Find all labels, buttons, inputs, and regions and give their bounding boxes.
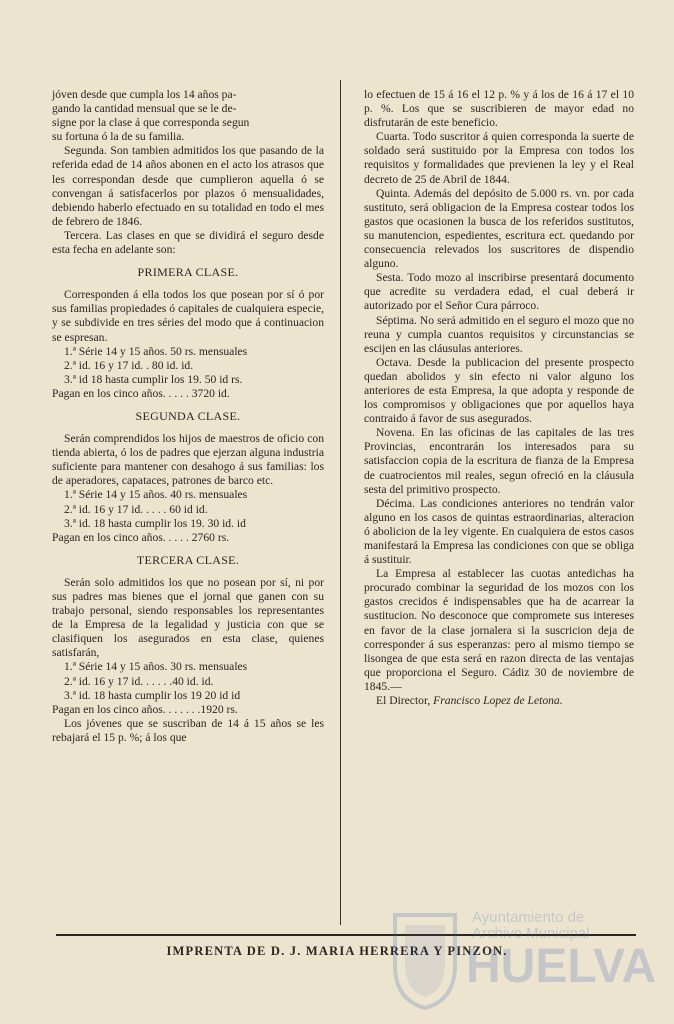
clause-segunda: Segunda. Son tambien admitidos los que pasando de la referida edad de 14 años abonen en el acto los atrasos que les correspondan desde que cumplieron aquella ó se convengan á satisfacerlos por plazos ó mensualidades, debiendo haberlo efectuado en su totalidad en todo el mes de febrero de 1846. xyxy=(52,144,324,228)
tercera-row-2: 2.ª id. 16 y 17 id. . . . . .40 id. id. xyxy=(64,674,214,688)
right-column xyxy=(364,88,634,708)
clause-sesta: Sesta. Todo mozo al inscribirse presentará documento que acredite su verdadera edad, el cual deberá ir autorizado por el Señor Cura párroco. xyxy=(364,271,634,313)
clause-septima: Séptima. No será admitido en el seguro el mozo que no reuna y cumpla cuantos requisitos y circunstancias se escijen en las cláusulas anteriores. xyxy=(364,313,634,355)
intro-line-3: signe por la clase á que corresponda segun xyxy=(52,116,250,130)
tercera-closing: Los jóvenes que se suscriban de 14 á 15 años se les rebajará el 15 p. %; á los que xyxy=(52,716,324,744)
segunda-row-total: Pagan en los cinco años. . . . . 2760 rs. xyxy=(52,530,230,544)
printer-imprint: IMPRENTA DE D. J. MARIA HERRERA Y PINZON. xyxy=(166,944,508,958)
continuation-text: lo efectuen de 15 á 16 el 12 p. % y á los de 16 á 17 el 10 p. %. Los que se suscribieren de mayor edad no disfrutarán de este beneficio. xyxy=(364,88,634,130)
clause-tercera: Tercera. Las clases en que se dividirá el seguro desde esta fecha en adelante son: xyxy=(52,228,324,257)
archive-watermark xyxy=(360,905,660,1015)
heading-primera-clase: PRIMERA CLASE. xyxy=(137,265,239,280)
column-divider xyxy=(340,80,341,925)
clause-quinta: Quinta. Además del depósito de 5.000 rs. vn. por cada sustituto, será obligacion de la Empresa costear todos los gastos que ocasionen la busca de los referidos sustitutos, su manutencion, espedientes, escritura ect. quedando por consecuencia relevados los suscritores de dispendio alguno. xyxy=(364,186,634,271)
intro-line-1: jóven desde que cumpla los 14 años pa- xyxy=(52,88,237,101)
primera-row-2: 2.ª id. 16 y 17 id. . 80 id. id. xyxy=(64,358,194,372)
clause-octava: Octava. Desde la publicacion del presente prospecto quedan abolidos y sin efecto ni valor alguno los anteriores de esta Empresa, la que adopta y responde de los compromisos y obligaciones que por aquellos haya contraido á favor de sus asegurados. xyxy=(364,355,634,426)
signature-prefix: El Director, xyxy=(376,694,431,708)
watermark-line-1: Ayuntamiento de xyxy=(472,909,585,926)
clause-decima: Décima. Las condiciones anteriores no tendrán valor alguno en los casos de quintas estraordinarias, alteracion ó abolicion de la ley vigente. En cualquiera de estos casos manifestará la Empresa las condiciones con que se obliga á sustituir. xyxy=(364,496,634,567)
final-paragraph: La Empresa al establecer las cuotas antedichas ha procurado combinar la seguridad de los mozos con los gastos crecidos é indispensables que ha de acarrear la sustitucion. No desconoce que compromete sus intereses en favor de la clase jornalera si la suscricion deja de corresponder á sus esperanzas: pero al mismo tiempo se lisongea de que esta será en razon directa de las ventajas que proporciona el Seguro. Cádiz 30 de noviembre de 1845.— xyxy=(364,567,634,693)
primera-clase-text: Corresponden á ella todos los que posean por sí ó por sus familias propiedades ó capitales de cualquiera especie, y se subdivide en tres séries del modo que á continuacion se espresan. xyxy=(52,288,324,344)
watermark-line-2: Archivo Municipal xyxy=(472,925,590,942)
tercera-row-3: 3.ª id. 18 hasta cumplir los 19 20 id id xyxy=(64,688,241,702)
segunda-clase-text: Serán comprendidos los hijos de maestros de oficio con tienda abierta, ó los de padres que ejerzan alguna industria suficiente para mantener con desahogo á sus familias: los de aperadores, capataces, patrones de barco etc. xyxy=(52,432,324,488)
shield-icon xyxy=(390,905,460,1010)
primera-row-total: Pagan en los cinco años. . . . . 3720 id. xyxy=(52,386,230,400)
segunda-row-2: 2.ª id. 16 y 17 id. . . . . 60 id id. xyxy=(64,502,208,516)
clause-novena: Novena. En las oficinas de las capitales de las tres Provincias, encontrarán los interesados para su satisfaccion copia de la escritura de fianza de la Empresa de cuatrocientos mil reales, segun ofreció en la cláusula sesta del primitivo prospecto. xyxy=(364,426,634,496)
tercera-row-total: Pagan en los cinco años. . . . . . .1920 rs. xyxy=(52,702,238,716)
watermark-brand: HUELVA xyxy=(466,940,657,993)
signature-name: Francisco Lopez de Letona. xyxy=(433,694,563,708)
signature-line xyxy=(364,694,634,708)
heading-segunda-clase: SEGUNDA CLASE. xyxy=(135,408,241,423)
segunda-row-3: 3.ª id. 18 hasta cumplir los 19. 30 id. id xyxy=(64,516,246,530)
clause-cuarta: Cuarta. Todo suscritor á quien corresponda la suerte de soldado será sustituido por la Empresa con todos los requisitos y formalidades que previenen la ley y el Real decreto de 25 de Abril de 1844. xyxy=(364,130,634,186)
segunda-row-1: 1.ª Série 14 y 15 años. 40 rs. mensuales xyxy=(64,488,248,502)
primera-row-1: 1.ª Série 14 y 15 años. 50 rs. mensuales xyxy=(64,344,248,358)
heading-tercera-clase: TERCERA CLASE. xyxy=(136,552,240,567)
left-column xyxy=(52,88,324,745)
tercera-clase-text: Serán solo admitidos los que no posean por sí, ni por sus padres mas bienes que el jornal que ganen con su trabajo personal, siendo responsables los representantes de la Empresa de la legalidad y justicia con que se clasifiquen los asegurados en esta clase, quienes satisfarán, xyxy=(52,575,324,660)
intro-line-4: su fortuna ó la de su familia. xyxy=(52,130,185,144)
primera-row-3: 3.ª id 18 hasta cumplir los 19. 50 id rs. xyxy=(64,372,243,386)
intro-line-2: gando la cantidad mensual que se le de- xyxy=(52,102,237,116)
tercera-row-1: 1.ª Série 14 y 15 años. 30 rs. mensuales xyxy=(64,660,248,674)
